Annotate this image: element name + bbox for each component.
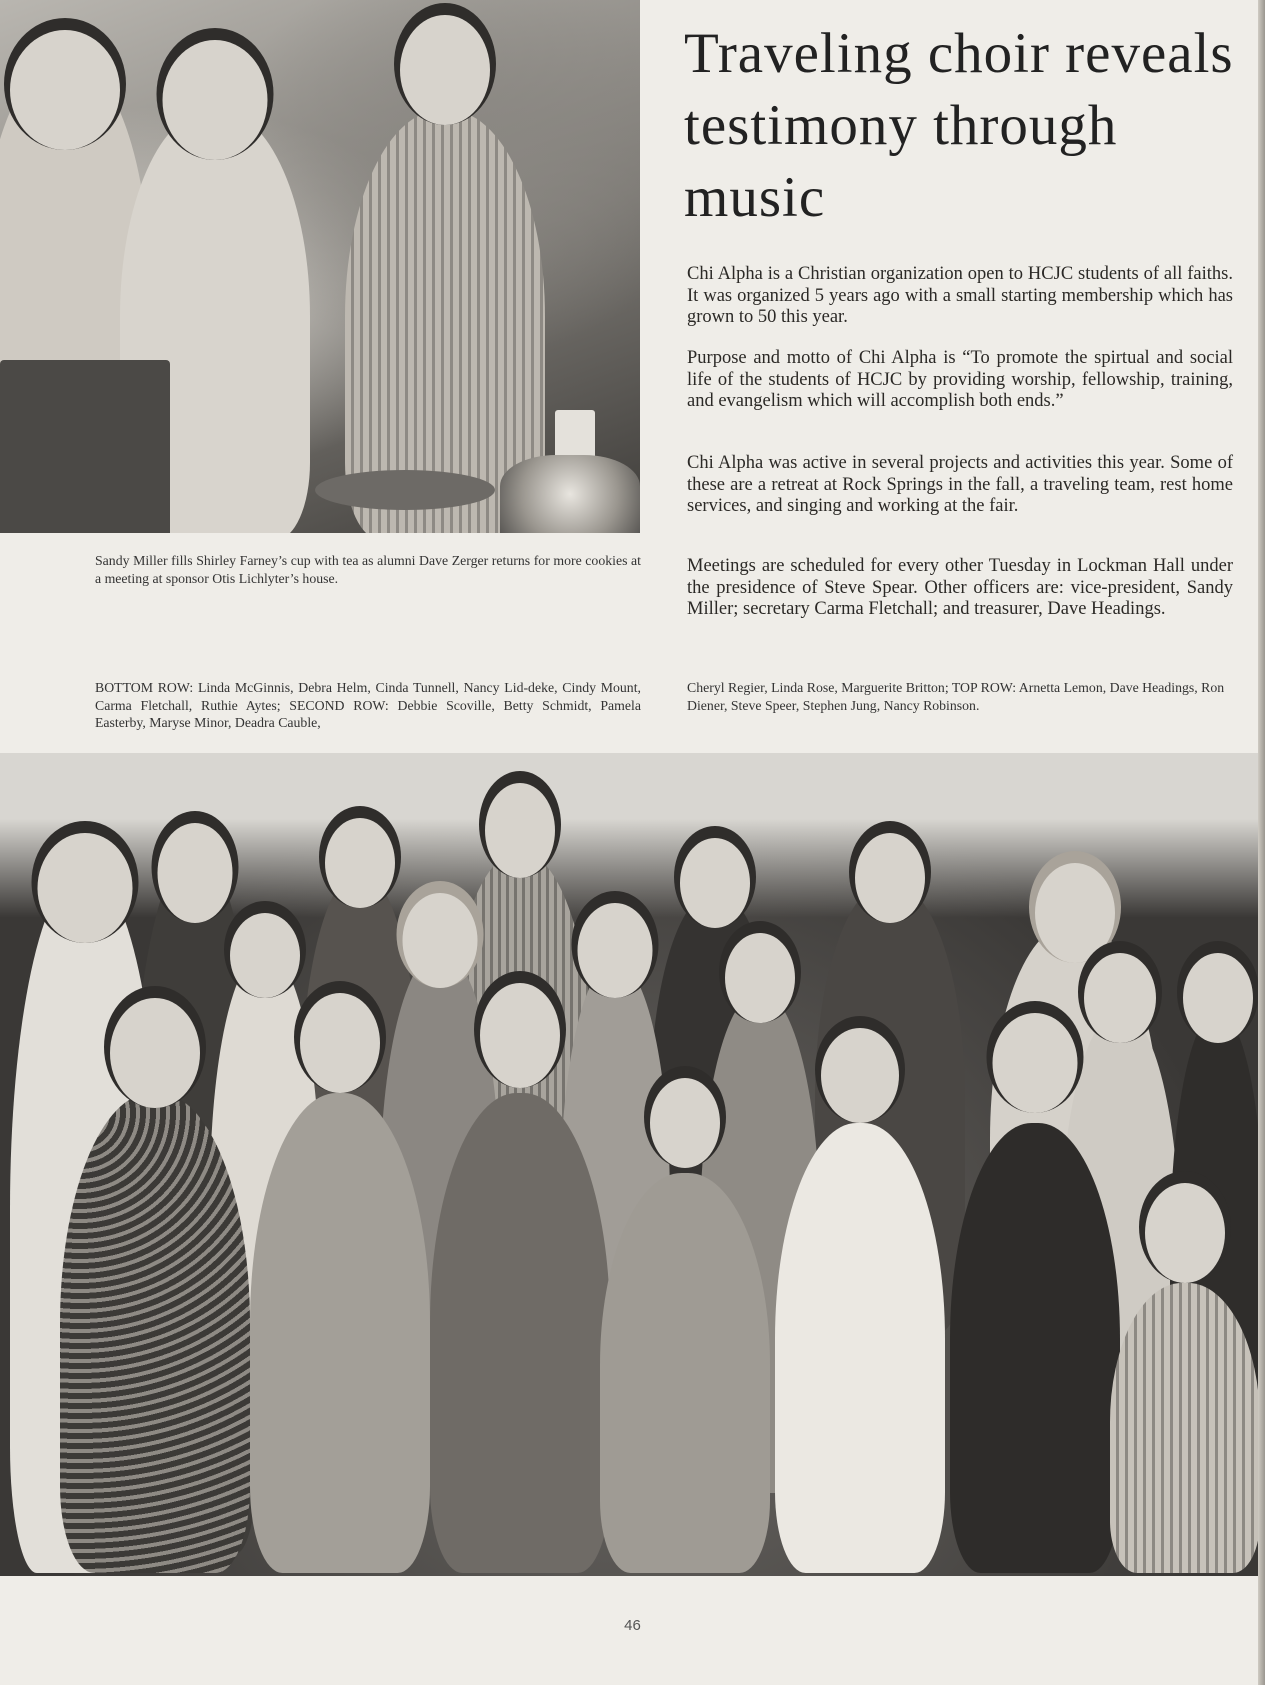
- top-photo: [0, 0, 640, 533]
- group-caption-right: Cheryl Regier, Linda Rose, Marguerite Britton; TOP ROW: Arnetta Lemon, Dave Headings, Ron Diener, Steve Speer, Stephen Jung, Nancy Robinson.: [687, 680, 1225, 713]
- member-front-2: [250, 1093, 430, 1573]
- member-front-7: [1110, 1283, 1260, 1573]
- flowers: [500, 455, 640, 533]
- page-number: 46: [624, 1617, 641, 1634]
- page-headline: Traveling choir reveals testimony through music: [684, 22, 1234, 229]
- member-front-5: [775, 1123, 945, 1573]
- paragraph-purpose: Purpose and motto of Chi Alpha is “To promote the spirtual and social life of the students of HCJC by providing worship, fellowship, training, and evangelism which will accomplish both ends.”: [687, 348, 1233, 411]
- member-front-6: [950, 1123, 1120, 1573]
- page-edge: [1258, 0, 1265, 1685]
- member-front-4: [600, 1173, 770, 1573]
- member-front-3: [430, 1093, 610, 1573]
- member-front-1: [60, 1093, 250, 1573]
- group-caption-left: BOTTOM ROW: Linda McGinnis, Debra Helm, Cinda Tunnell, Nancy Lid-deke, Cindy Mount, Carma Fletchall, Ruthie Aytes; SECOND ROW: Debbie Scoville, Betty Schmidt, Pamela Easterby, Maryse Minor, Deadra Cauble,: [95, 680, 641, 730]
- group-photo: [0, 753, 1260, 1576]
- paragraph-meetings: Meetings are scheduled for every other Tuesday in Lockman Hall under the presidence of Steve Spear. Other officers are: vice-president, Sandy Miller; secretary Carma Fletchall; and treasurer, Dave Headings.: [687, 556, 1233, 619]
- top-photo-caption: Sandy Miller fills Shirley Farney’s cup with tea as alumni Dave Zerger returns for more cookies at a meeting at sponsor Otis Lichlyter’s house.: [95, 553, 641, 586]
- cookie-plate: [315, 470, 495, 510]
- jeans: [0, 360, 170, 533]
- paragraph-activities: Chi Alpha was active in several projects and activities this year. Some of these are a retreat at Rock Springs in the fall, a traveling team, rest home services, and singing and working at the fair.: [687, 453, 1233, 516]
- paragraph-intro: Chi Alpha is a Christian organization open to HCJC students of all faiths. It was organized 5 years ago with a small starting membership which has grown to 50 this year.: [687, 264, 1233, 327]
